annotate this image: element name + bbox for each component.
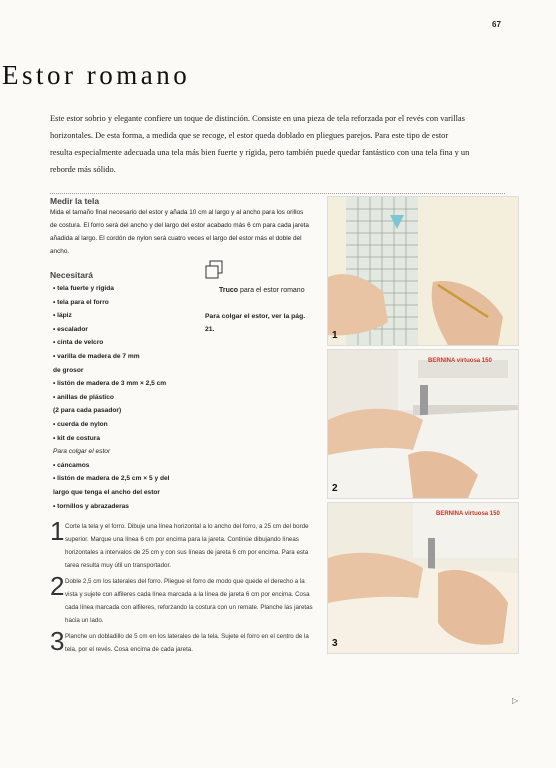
- next-page-arrow-icon: ▷: [512, 696, 519, 705]
- list-item: • listón de madera de 3 mm × 2,5 cm: [53, 380, 167, 388]
- sewing-illustration: [328, 350, 518, 498]
- list-item: • anillas de plástico: [53, 393, 114, 401]
- page-number: 67: [492, 20, 501, 29]
- tip-squares-icon: [205, 260, 225, 280]
- step-number: 3: [50, 626, 65, 656]
- step-text: Doble 2,5 cm los laterales del forro. Pliegue el forro de modo que quede el derecho a la vista y sujete con alfileres cada línea marcada a la línea de jareta 6 cm por encima. Cosa cada línea marcada con alfileres, reforzando la costura con un remate. Planche las jaretas hacia un lado.: [65, 578, 313, 624]
- photo-number: 1: [332, 330, 338, 341]
- list-item: • kit de costura: [53, 434, 101, 442]
- steps-list: [50, 516, 318, 659]
- list-item: • tela fuerte y rígida: [53, 285, 114, 292]
- step-text: Planche un dobladillo de 5 cm en los laterales de la tela. Sujete el forro en el centro de la tela, por el revés. Cosa encima de cada jareta.: [65, 633, 309, 653]
- photo-measuring: [327, 196, 519, 346]
- needs-heading: Necesitará: [50, 270, 94, 280]
- list-item: • varilla de madera de 7 mm: [53, 352, 140, 360]
- sewing-lining-illustration: [328, 503, 518, 653]
- left-hand: [328, 409, 423, 455]
- list-item: largo que tenga el ancho del estor: [53, 488, 160, 496]
- list-subheading: Para colgar el estor: [53, 448, 111, 456]
- list-item: • lápiz: [53, 312, 72, 320]
- step-number: 1: [50, 516, 65, 546]
- step-number: 2: [50, 571, 65, 601]
- measure-heading: Medir la tela: [50, 196, 100, 206]
- list-item: • cáncamos: [53, 461, 90, 469]
- list-item: • cuerda de nylon: [53, 420, 108, 428]
- list-item: (2 para cada pasador): [53, 407, 122, 415]
- list-item: • tela para el forro: [53, 298, 109, 306]
- list-item: • listón de madera de 2,5 cm × 5 y del: [53, 475, 170, 483]
- photo-sewing-jareta: [327, 349, 519, 499]
- measuring-illustration: [328, 197, 518, 345]
- machine-brand-label: BERNINA virtuosa 150: [428, 358, 492, 364]
- step-text: Corte la tela y el forro. Dibuje una línea horizontal a lo ancho del forro, a 25 cm del borde superior. Marque una línea 6 cm por encima para la jareta. Continúe dibujando líneas horizontales a intervalos de 25 cm y con sus líneas de jareta 6 cm por encima. Para esta tarea resulta muy útil un transportador.: [65, 523, 309, 569]
- photo-sewing-lining: [327, 502, 519, 654]
- step-item: [50, 626, 318, 656]
- photo-number: 3: [332, 638, 338, 649]
- measure-body: Mida el tamaño final necesario del estor y añada 10 cm al largo y al ancho para los orillos de costura. El forro será del ancho y del largo del estor acabado más 6 cm para cada jareta añadida al largo. El cordón de nylon será cuatro veces el largo del estor más el doble del ancho.: [50, 209, 309, 255]
- step-item: [50, 516, 318, 572]
- list-item: • tornillos y abrazaderas: [53, 502, 129, 510]
- page-title: Estor romano: [2, 60, 191, 90]
- list-item: de grosor: [53, 366, 84, 374]
- list-item: • cinta de velcro: [53, 339, 104, 347]
- intro-paragraph: Este estor sobrio y elegante confiere un toque de distinción. Consiste en una pieza de tela reforzada por el revés con varillas horizontales. De esta forma, a medida que se recoge, el estor queda doblado en pliegues parejos. Para este tipo de estor resulta especialmente adecuada una tela más bien fuerte y rígida, pero también puede quedar fantástico con una tela fina y un reborde más sólido.: [50, 114, 470, 174]
- list-item: • escalador: [53, 325, 88, 333]
- tip-title: [219, 284, 319, 297]
- materials-list: [53, 282, 203, 513]
- tip-title-rest: para el estor romano: [238, 287, 305, 294]
- machine-brand-label: BERNINA virtuosa 150: [436, 511, 500, 517]
- photo-number: 2: [332, 483, 338, 494]
- step-item: [50, 571, 318, 627]
- tip-body: Para colgar el estor, ver la pág. 21.: [205, 313, 306, 333]
- tip-title-bold: Truco: [219, 287, 239, 294]
- section-divider: [50, 193, 505, 194]
